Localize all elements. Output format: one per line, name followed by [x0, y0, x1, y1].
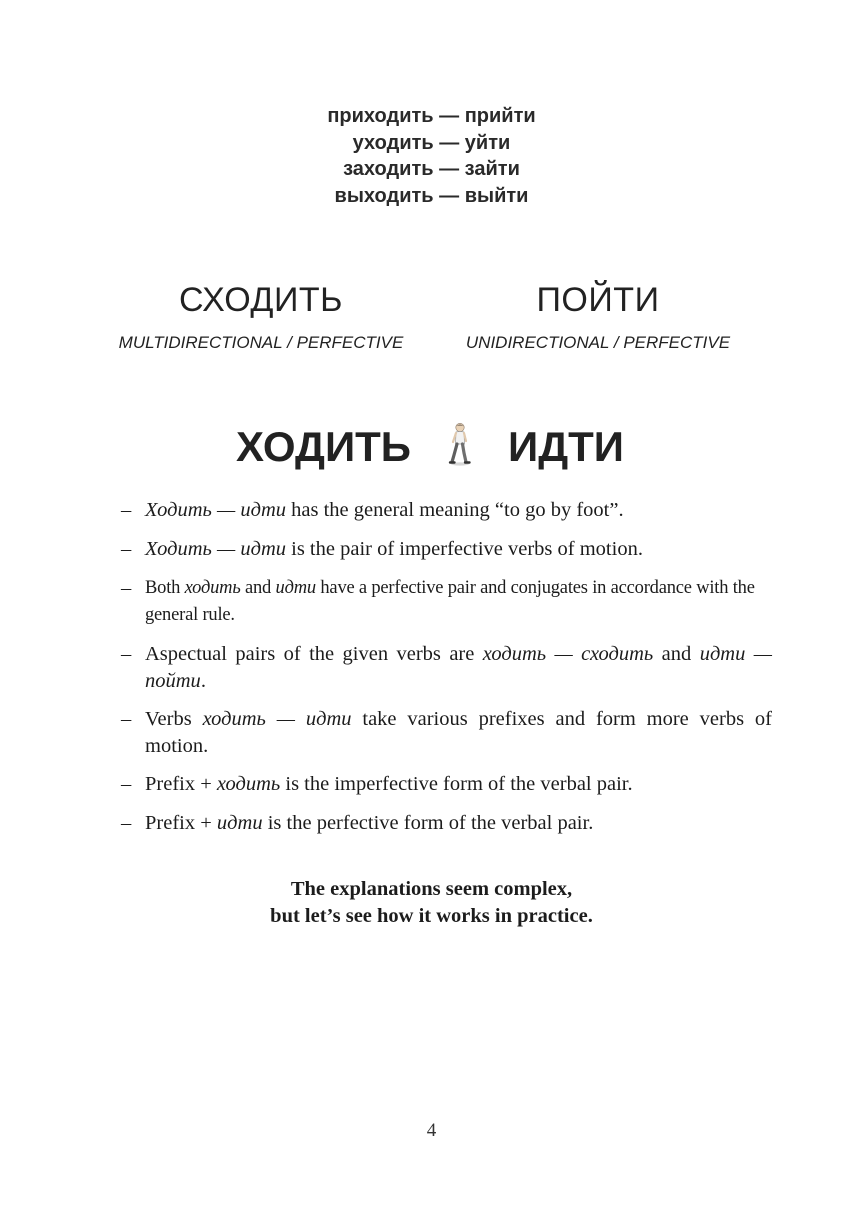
list-item-text — [145, 575, 772, 629]
text-run: is the perfective form of the verbal pair. — [262, 812, 594, 834]
list-dash: – — [121, 499, 132, 521]
left-verb-block — [100, 280, 422, 353]
text-run: . — [200, 670, 206, 692]
walking-person-icon — [445, 422, 475, 466]
text-run: and — [653, 643, 700, 665]
text-run: Verbs — [145, 708, 203, 730]
list-item-text — [145, 641, 772, 695]
main-heading-right: ИДТИ — [508, 423, 624, 470]
russian-term: Ходить — идти — [145, 538, 286, 560]
main-heading-left: ХОДИТЬ — [236, 423, 411, 470]
text-run: have a perfective pair and conjugates in accordance with the general rule. — [145, 578, 755, 625]
prefixed-verb-pairs — [0, 103, 863, 209]
text-run: Prefix + — [145, 812, 217, 834]
list-dash: – — [121, 812, 132, 834]
page-number: 4 — [426, 1120, 437, 1141]
russian-term: идти — [275, 578, 316, 598]
text-run: is the pair of imperfective verbs of motion. — [286, 538, 643, 560]
text-run: Prefix + — [145, 773, 217, 795]
russian-term: ходить — сходить — [482, 643, 654, 665]
russian-term: ходить — идти — [202, 708, 352, 730]
conclusion-line: but let’s see how it works in practice. — [270, 905, 593, 927]
list-item-text — [145, 810, 772, 837]
text-run: Both — [145, 578, 185, 598]
pair-line: выходить — выйти — [334, 184, 529, 207]
right-verb-word: ПОЙТИ — [536, 281, 660, 319]
russian-term: ходить — [216, 773, 281, 795]
list-dash: – — [121, 773, 132, 795]
text-run: and — [240, 578, 276, 598]
pair-line: заходить — зайти — [343, 158, 520, 180]
list-item-text — [145, 771, 772, 798]
russian-term: идти — пойти — [145, 643, 772, 692]
pair-line: уходить — уйти — [352, 131, 511, 154]
left-verb-label: MULTIDIRECTIONAL / PERFECTIVE — [118, 333, 404, 352]
list-dash: – — [121, 577, 132, 599]
text-run: is the imperfective form of the verbal pair. — [280, 773, 633, 795]
list-dash: – — [121, 643, 132, 665]
list-dash: – — [121, 708, 132, 730]
left-verb-word: СХОДИТЬ — [179, 281, 343, 319]
text-run: Aspectual pairs of the given verbs are — [145, 643, 483, 665]
russian-term: идти — [216, 812, 263, 834]
pair-line: приходить — прийти — [327, 105, 536, 127]
main-heading — [0, 421, 863, 477]
list-item-text — [145, 536, 772, 563]
list-item-text — [145, 706, 772, 760]
text-run: has the general meaning “to go by foot”. — [286, 499, 624, 521]
conclusion-note — [0, 876, 863, 930]
russian-term: ходить — [184, 578, 241, 598]
text-run: take various prefixes and form more verbs of motion. — [145, 708, 772, 757]
list-item-text — [145, 497, 772, 524]
russian-term: Ходить — идти — [145, 499, 286, 521]
list-dash: – — [121, 538, 132, 560]
conclusion-line: The explanations seem complex, — [290, 878, 573, 900]
right-verb-label: UNIDIRECTIONAL / PERFECTIVE — [465, 333, 731, 352]
right-verb-block — [448, 280, 748, 353]
